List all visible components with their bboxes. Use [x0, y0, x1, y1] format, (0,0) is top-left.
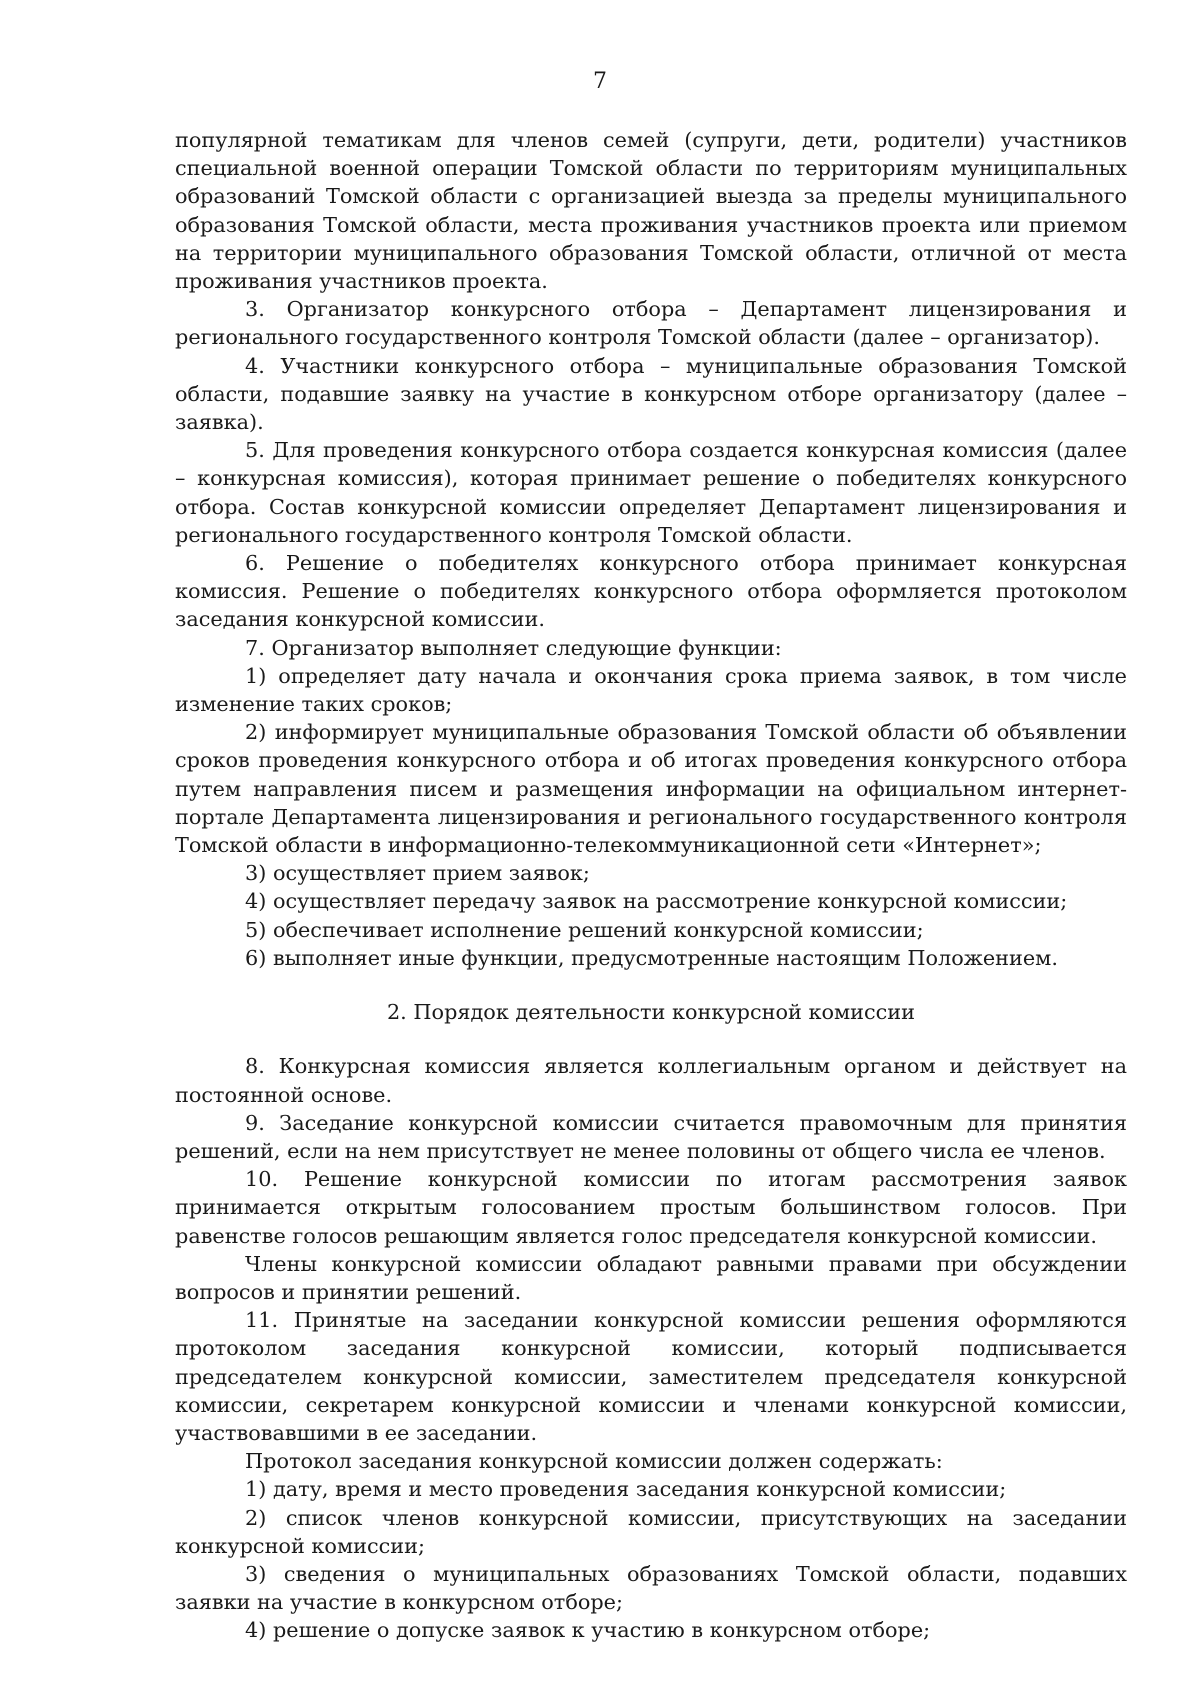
protocol-item-2: 2) список членов конкурсной комиссии, присутствующих на заседании конкурсной комиссии; — [175, 1505, 1127, 1558]
protocol-item-1: 1) дату, время и место проведения заседания конкурсной комиссии; — [245, 1477, 1007, 1502]
function-item-2: 2) информирует муниципальные образования Томской области об объявлении сроков проведения конкурсного отбора и об итогах проведения конкурсного отбора путем направления писем и размещения информации на официальном интернет-портале Департамента лицензирования и регионального государственного контроля Томской области в информационно-телекоммуникационной сети «Интернет»; — [175, 720, 1127, 858]
paragraph-9: 9. Заседание конкурсной комиссии считается правомочным для принятия решений, если на нем присутствует не менее половины от общего числа ее членов. — [175, 1110, 1127, 1163]
paragraph-5-commission: 5. Для проведения конкурсного отбора создается конкурсная комиссия (далее – конкурсная комиссия), которая принимает решение о победителях конкурсного отбора. Состав конкурсной комиссии определяет Департамент лицензирования и регионального государственного контроля Томской области. — [175, 438, 1127, 547]
paragraph-7-functions: 7. Организатор выполняет следующие функции: — [245, 635, 782, 660]
document-body — [175, 126, 1127, 1645]
paragraph-4-participants: 4. Участники конкурсного отбора – муниципальные образования Томской области, подавшие заявку на участие в конкурсном отборе организатору (далее – заявка). — [175, 353, 1127, 435]
protocol-item-4: 4) решение о допуске заявок к участию в конкурсном отборе; — [245, 1618, 931, 1643]
paragraph-6-decision: 6. Решение о победителях конкурсного отбора принимает конкурсная комиссия. Решение о победителях конкурсного отбора оформляется протоколом заседания конкурсной комиссии. — [175, 551, 1127, 632]
paragraph-10: 10. Решение конкурсной комиссии по итогам рассмотрения заявок принимается открытым голосованием простым большинством голосов. При равенстве голосов решающим является голос председателя конкурсной комиссии. — [175, 1167, 1127, 1248]
section-2-heading: 2. Порядок деятельности конкурсной комиссии — [386, 1000, 916, 1025]
function-item-6: 6) выполняет иные функции, предусмотренные настоящим Положением. — [245, 945, 1058, 970]
protocol-item-3: 3) сведения о муниципальных образованиях Томской области, подавших заявки на участие в конкурсном отборе; — [175, 1561, 1127, 1615]
paragraph-protocol-contents: Протокол заседания конкурсной комиссии должен содержать: — [245, 1449, 943, 1474]
paragraph-8: 8. Конкурсная комиссия является коллегиальным органом и действует на постоянной основе. — [175, 1054, 1127, 1107]
function-item-5: 5) обеспечивает исполнение решений конкурсной комиссии; — [245, 917, 924, 942]
paragraph-continuation: популярной тематикам для членов семей (супруги, дети, родители) участников специальной военной операции Томской области по территориям муниципальных образований Томской области с организацией выезда за пределы муниципального образования Томской области, места проживания участников проекта или приемом на территории муниципального образования Томской области, отличной от места проживания участников проекта. — [175, 128, 1127, 294]
paragraph-11: 11. Принятые на заседании конкурсной комиссии решения оформляются протоколом заседания конкурсной комиссии, который подписывается председателем конкурсной комиссии, заместителем председателя конкурсной комиссии, секретарем конкурсной комиссии и членами конкурсной комиссии, участвовавшими в ее заседании. — [175, 1308, 1127, 1445]
paragraph-3-organizer: 3. Организатор конкурсного отбора – Департамент лицензирования и регионального государственного контроля Томской области (далее – организатор). — [175, 297, 1127, 350]
paragraph-members-rights: Члены конкурсной комиссии обладают равными правами при обсуждении вопросов и принятии решений. — [175, 1251, 1127, 1304]
function-item-1: 1) определяет дату начала и окончания срока приема заявок, в том числе изменение таких сроков; — [175, 663, 1127, 717]
function-item-3: 3) осуществляет прием заявок; — [245, 861, 590, 886]
function-item-4: 4) осуществляет передачу заявок на рассмотрение конкурсной комиссии; — [245, 889, 1068, 914]
page-number: 7 — [593, 69, 607, 94]
